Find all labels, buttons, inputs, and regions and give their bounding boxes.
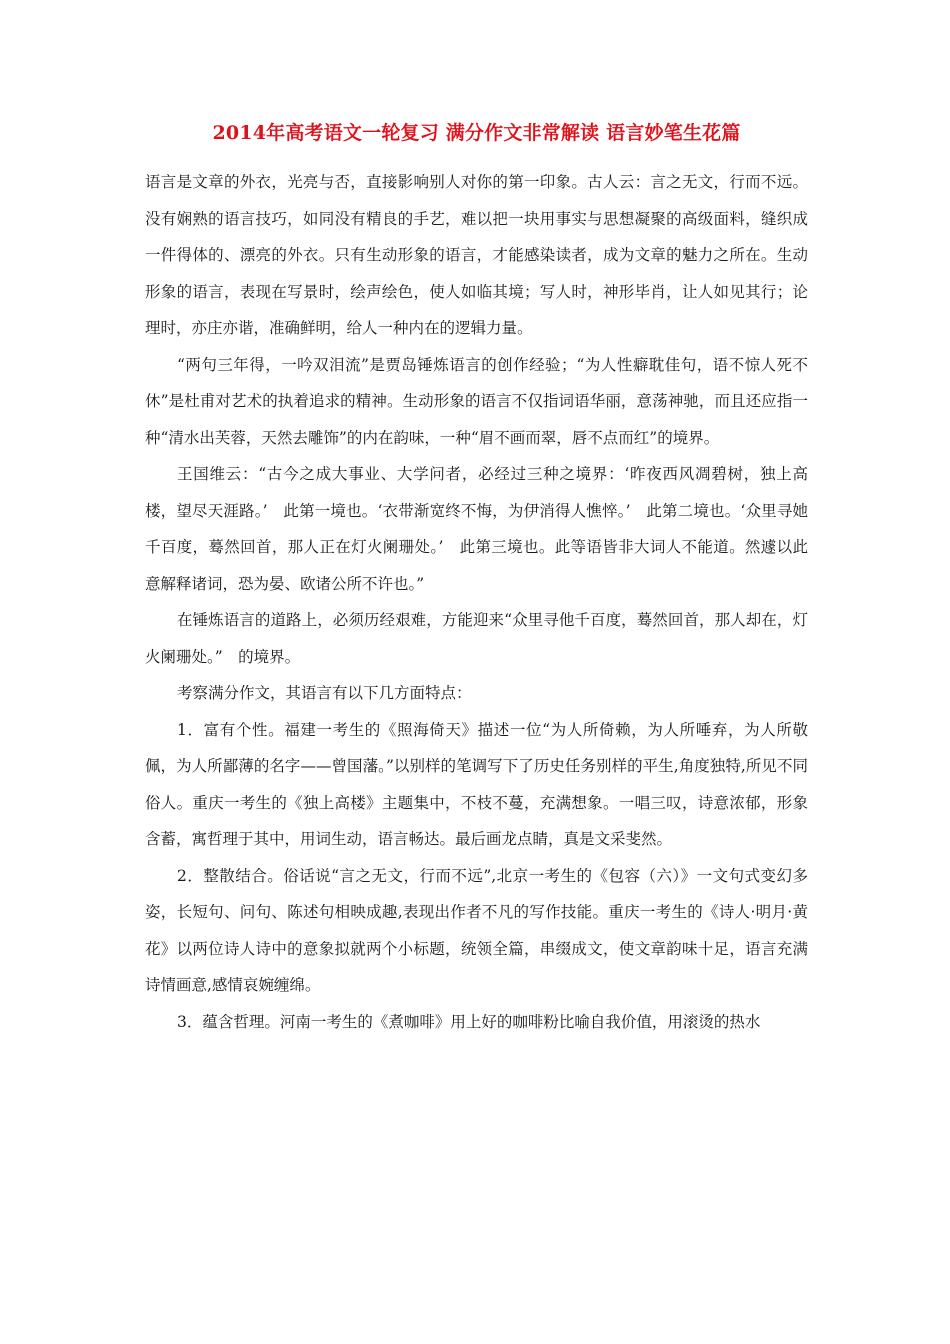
paragraph-wangguowei: 王国维云：“古今之成大事业、大学问者，必经过三种之境界：‘昨夜西风凋碧树，独上高楼，望尽天涯路。’ 此第一境也。‘衣带渐宽终不悔，为伊消得人憔悴。’ 此第二境也。‘众里寻她千百度，蓦然回首，那人正在灯火阑珊处。’ 此第三境也。此等语皆非大词人不能道。然遽以此意解释诸词，恐为晏、欧诸公所不许也。” xyxy=(145,465,808,593)
paragraph-intro: 语言是文章的外衣，光亮与否，直接影响别人对你的第一印象。古人云：言之无文，行而不远。没有娴熟的语言技巧，如同没有精良的手艺，难以把一块用事实与思想凝聚的高级面料，缝织成一件得体的、漂亮的外衣。只有生动形象的语言，才能感染读者，成为文章的魅力之所在。生动形象的语言，表现在写景时，绘声绘色，使人如临其境；写人时，神形毕肖，让人如见其行；论理时，亦庄亦谐，准确鲜明，给人一种内在的逻辑力量。 xyxy=(145,173,808,337)
paragraph-feature-2: 2．整散结合。俗话说“言之无文，行而不远”,北京一考生的《包容（六）》一文句式变幻多姿，长短句、问句、陈述句相映成趣,表现出作者不凡的写作技能。重庆一考生的《诗人·明月·黄花》以两位诗人诗中的意象拟就两个小标题，统领全篇，串缀成文，使文章韵味十足，语言充满诗情画意,感情哀婉缠绵。 xyxy=(145,866,808,994)
document-page xyxy=(145,118,808,1040)
paragraph-features-intro: 考察满分作文，其语言有以下几方面特点： xyxy=(177,684,472,702)
paragraph-refining-language: 在锤炼语言的道路上，必须历经艰难，方能迎来“众里寻他千百度，蓦然回首，那人却在，灯火阑珊处。” 的境界。 xyxy=(145,611,808,666)
paragraph-feature-3: 3．蕴含哲理。河南一考生的《煮咖啡》用上好的咖啡粉比喻自我价值，用滚烫的热水 xyxy=(177,1012,761,1031)
paragraph-jiadao-dufu: “两句三年得，一吟双泪流”是贾岛锤炼语言的创作经验；“为人性癖耽佳句，语不惊人死不休”是杜甫对艺术的执着追求的精神。生动形象的语言不仅指词语华丽，意荡神驰，而且还应指一种“清水出芙蓉，天然去雕饰”的内在韵味，一种“眉不画而翠，唇不点而红”的境界。 xyxy=(145,355,808,447)
document-body xyxy=(145,164,808,1040)
paragraph-feature-1: 1．富有个性。福建一考生的《照海倚天》描述一位“为人所倚赖，为人所唾弃，为人所敬佩，为人所鄙薄的名字——曾国藩。”以别样的笔调写下了历史任务别样的平生,角度独特,所见不同俗人。重庆一考生的《独上高楼》主题集中，不枝不蔓，充满想象。一唱三叹，诗意浓郁，形象含蓄，寓哲理于其中，用词生动，语言畅达。最后画龙点睛，真是文采斐然。 xyxy=(145,720,808,848)
document-title: 2014年高考语文一轮复习 满分作文非常解读 语言妙笔生花篇 xyxy=(212,122,741,144)
